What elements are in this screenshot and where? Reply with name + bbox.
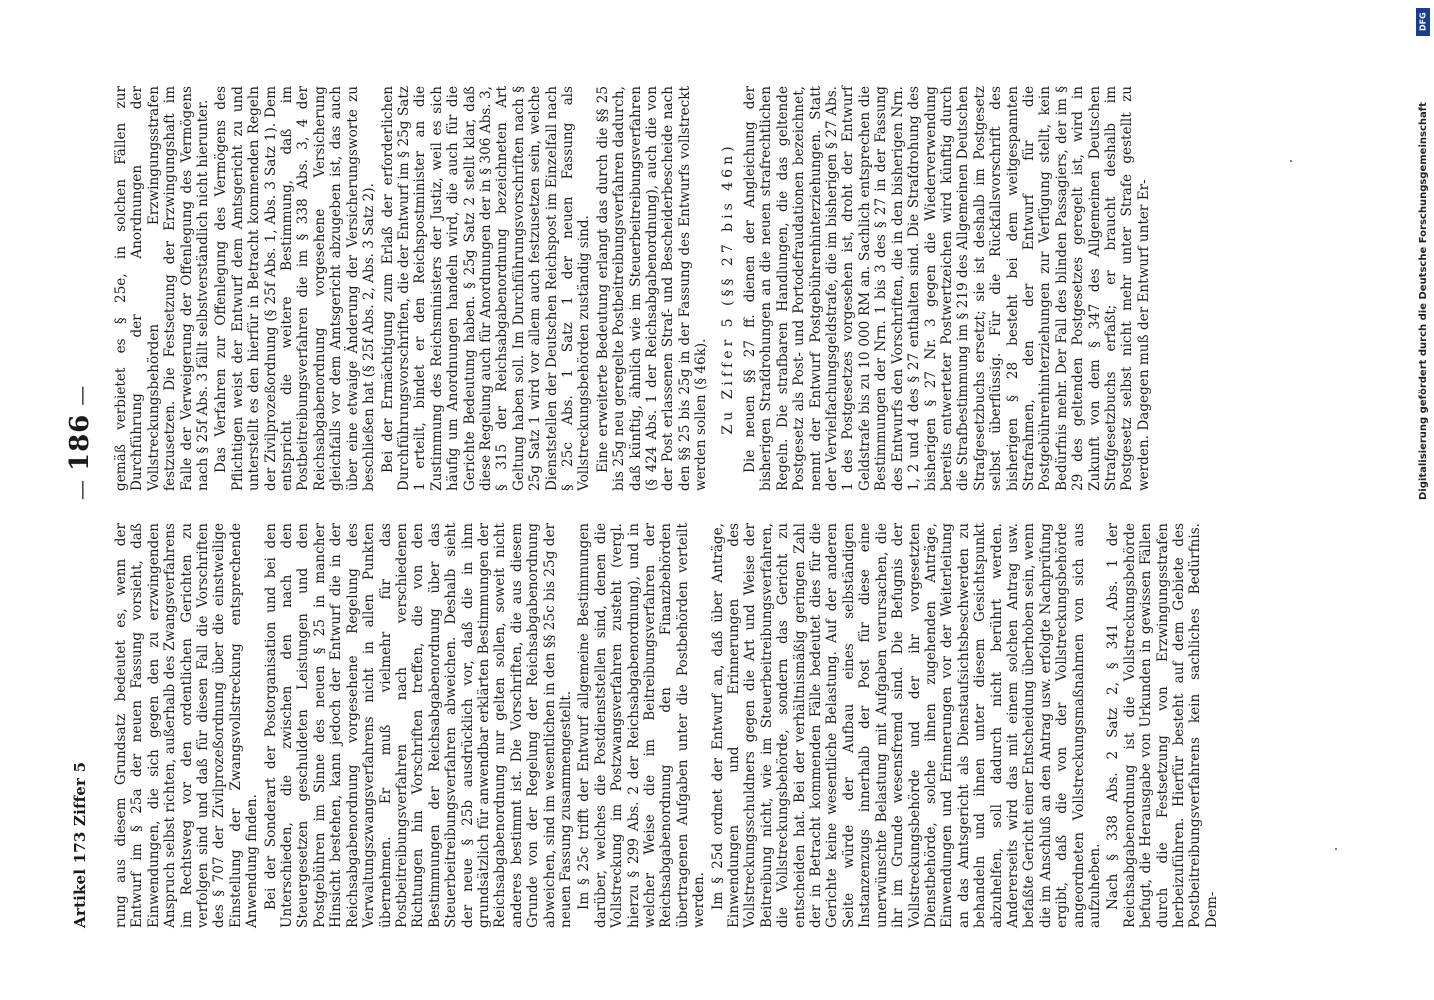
digitization-credit: Digitalisierung gefördert durch die Deutsche Forschungsgemeinschaft xyxy=(1418,102,1429,500)
right-column xyxy=(113,86,1154,491)
scan-speck xyxy=(1290,160,1292,162)
paragraph: Im § 25d ordnet der Entwurf an, daß über Anträge, Einwendungen und Erinnerungen des Vollstreckungsschuldners gegen die Art und Weise der Beitreibung nicht, wie im Steuerbeitreibungsverfahren, die Vollstreckungsbehörde, sondern das Gericht zu entscheiden hat. Bei der verhältnismäßig geringen Zahl der in Betracht kommenden Fälle bedeutet dies für die Gerichte keine wesentliche Belastung. Auf der anderen Seite würde der Aufbau eines selbständigen Instanzenzugs innerhalb der Post für diese eine unerwünschte Belastung mit Aufgaben verursachen, die ihr im Grunde wesensfremd sind. Die Befugnis der Vollstreckungsbehörde und der ihr vorgesetzten Dienstbehörde, solche ihnen zugehenden Anträge, Einwendungen und Erinnerungen vor der Weiterleitung an das Amtsgericht als Dienstaufsichtsbeschwerden zu behandeln und ihnen unter diesem Gesichtspunkt abzuhelfen, soll dadurch nicht berührt werden. Andererseits wird das mit einem solchen Antrag usw. befaßte Gericht einer Entscheidung überhoben sein, wenn die im Anschluß an den Antrag usw. erfolgte Nachprüfung ergibt, daß die von der Vollstreckungsbehörde angeordneten Vollstreckungsmaßnahmen von sich aus aufzuheben. xyxy=(709,523,1103,928)
paragraph: Eine erweiterte Bedeutung erlangt das durch die §§ 25 bis 25g neu geregelte Postbeitreibungsverfahren dadurch, daß künftig, ähnlich wie im Steuerbeitreibungsverfahren (§ 424 Abs. 1 der Reichsabgabenordnung), auch die von der Post erlassenen Straf- und Bescheiderbescheide nach den §§ 25 bis 25g in der Fassung des Entwurfs vollstreckt werden sollen (§ 46k). xyxy=(594,86,710,491)
paragraph: Bei der Ermächtigung zum Erlaß der erforderlichen Durchführungsvorschriften, die der Entwurf im § 25g Satz 1 erteilt, bindet er den Reichspostminister an die Zustimmung des Reichsministers der Justiz, weil es sich häufig um Anordnungen handeln wird, die auch für die Gerichte Bedeutung haben. § 25g Satz 2 stellt klar, daß diese Regelung auch für Anordnungen der in § 306 Abs. 3, § 315 der Reichsabgabenordnung bezeichneten Art Geltung haben soll. Im Durchführungsvorschriften nach § 25g Satz 1 wird vor allem auch festzusetzen sein, welche Dienststellen der Deutschen Reichspost im Einzelfall nach § 25c Abs. 1 Satz 1 der neuen Fassung als Vollstreckungsbehörden zuständig sind. xyxy=(379,86,593,491)
left-column xyxy=(113,523,1222,928)
paragraph: Nach § 338 Abs. 2 Satz 2, § 341 Abs. 1 der Reichsabgabenordnung ist die Vollstreckungsbehörde befugt, die Herausgabe von Urkunden in gewissen Fällen durch die Festsetzung von Erzwingungsstrafen herbeizuführen. Hierfür besteht auf dem Gebiete des Postbeitreibungsverfahrens kein sachliches Bedürfnis. Dem- xyxy=(1105,523,1220,928)
paragraph: Die neuen §§ 27 ff. dienen der Angleichung der bisherigen Strafdrohungen an die neuen strafrechtlichen Regeln. Die strafbaren Handlungen, die das geltende Postgesetz als Post- und Portodefraudationen bezeichnet, nennt der Entwurf Postgebührenhinterziehungen. Statt der Vervielfachungsgeldstrafe, die im bisherigen § 27 Abs. 1 des Postgesetzes vorgesehen ist, droht der Entwurf Geldstrafe bis zu 10 000 RM an. Sachlich entsprechen die Bestimmungen der Nrn. 1 bis 3 des § 27 in der Fassung des Entwurfs den Vorschriften, die in den bisherigen Nrn. 1, 2 und 4 des § 27 enthalten sind. Die Strafdrohung des bisherigen § 27 Nr. 3 gegen die Wiederverwendung bereits entwerteter Postwertzeichen wird künftig durch die Strafbestimmung im § 219 des Allgemeinen Deutschen Strafgesetzbuchs ersetzt; sie ist deshalb im Postgesetz selbst überflüssig. Für die Rückfallsvorschrift des bisherigen § 28 besteht bei dem weitgespannten Strafrahmen, den der Entwurf für die Postgebührenhinterziehungen zur Verfügung stellt, kein Bedürfnis mehr. Der Fall des blinden Passagiers, der im § 29 des geltenden Postgesetzes geregelt ist, wird in Zukunft von dem § 347 des Allgemeinen Deutschen Strafgesetzbuchs erfaßt; er braucht deshalb im Postgesetz selbst nicht mehr unter Strafe gestellt zu werden. Dagegen muß der Entwurf unter Er- xyxy=(742,86,1152,491)
running-head-title: Artikel 173 Ziffer 5 xyxy=(71,761,89,928)
running-head xyxy=(65,78,105,928)
paragraph: rung aus diesem Grundsatz bedeutet es, wenn der Entwurf im § 25a der neuen Fassung vorsieht, daß Einwendungen, die sich gegen den zu erzwingenden Anspruch selbst richten, außerhalb des Zwangsverfahrens im Rechtsweg vor den ordentlichen Gerichten zu verfolgen sind und daß für diesen Fall die Vorschriften des § 707 der Zivilprozeßordnung über die einstweilige Einstellung der Zwangsvollstreckung entsprechende Anwendung finden. xyxy=(113,523,261,928)
page-number: —186— xyxy=(65,384,95,500)
paragraph: gemäß verbietet es § 25e, in solchen Fällen zur Durchführung der Anordnungen der Vollstreckungsbehörden Erzwingungsstrafen festzusetzen. Die Festsetzung der Erzwingungshaft im Falle der Verweigerung der Offenlegung des Vermögens nach § 25f Abs. 3 fällt selbstverständlich nicht hierunter. xyxy=(113,86,212,491)
text-columns xyxy=(113,0,1220,928)
paragraph: Im § 25c trifft der Entwurf allgemeine Bestimmungen darüber, welches die Postdienststellen sind, denen die Vollstreckung im Postzwangsverfahren zusteht (vergl. hierzu § 299 Abs. 2 der Reichsabgabenordnung), und in welcher Weise die im Beitreibungsverfahren der Reichsabgabenordnung den Finanzbehörden übertragenen Aufgaben unter die Postbehörden verteilt werden. xyxy=(576,523,708,928)
dfg-logo: DFG xyxy=(1416,8,1430,36)
paragraph: Das Verfahren zur Offenlegung des Vermögens des Pflichtigen weist der Entwurf dem Amtsgericht zu und unterstellt es den hierfür in Betracht kommenden Regeln der Zivilprozeßordnung (§ 25f Abs. 1, Abs. 3 Satz 1). Dem entspricht die weitere Bestimmung, daß im Postbeitreibungsverfahren die im § 338 Abs. 3, 4 der Reichsabgabenordnung vorgesehene Versicherung gleichfalls vor dem Amtsgericht abzugeben ist, das auch über eine etwaige Änderung der Versicherungsworte zu beschließen hat (§ 25f Abs. 2, Abs. 3 Satz 2). xyxy=(213,86,378,491)
paragraph: Bei der Sonderart der Postorganisation und bei den Unterschieden, die zwischen den nach den Steuergesetzen geschuldeten Leistungen und den Postgebühren im Sinne des neuen § 25 in mancher Hinsicht bestehen, kann jedoch der Entwurf die in der Reichsabgabenordnung vorgesehene Regelung des Verwaltungszwangsverfahrens nicht in allen Punkten übernehmen. Er muß vielmehr für das Postbeitreibungsverfahren nach verschiedenen Richtungen hin Vorschriften treffen, die von den Bestimmungen der Reichsabgabenordnung über das Steuerbeitreibungsverfahren abweichen. Deshalb sieht der neue § 25b ausdrücklich vor, daß die in ihm grundsätzlich für anwendbar erklärten Bestimmungen der Reichsabgabenordnung nur gelten sollen, soweit nicht anderes bestimmt ist. Die Vorschriften, die aus diesem Grunde von der Regelung der Reichsabgabenordnung abweichen, sind im wesentlichen in den §§ 25c bis 25g der neuen Fassung zusammengestellt. xyxy=(262,523,574,928)
section-heading: Zu Ziffer 5 (§§ 27 bis 46n) xyxy=(719,142,736,435)
rotated-page-content xyxy=(65,78,1395,928)
scan-speck xyxy=(1335,848,1337,850)
